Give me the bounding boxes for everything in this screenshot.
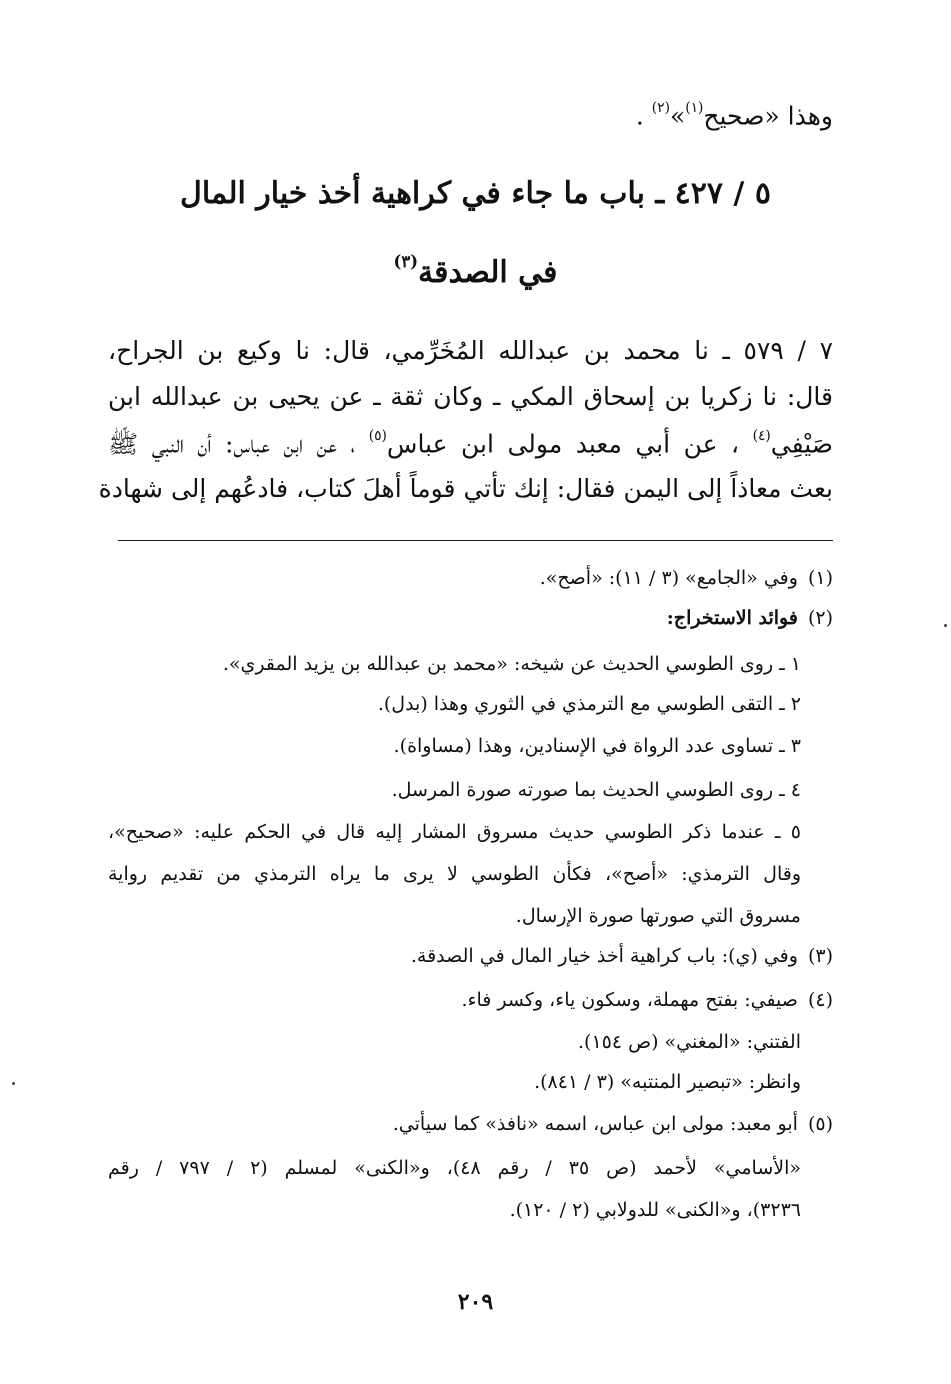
footnote-5-line-3: ٣٢٣٦)، و«الكنى» للدولابي (٢ / ١٢٠). bbox=[509, 1199, 801, 1221]
chapter-title-line2 bbox=[0, 252, 951, 290]
footnote-1-number: (١) bbox=[807, 567, 833, 589]
footnote-2-item-1: ١ ـ روى الطوسي الحديث عن شيخه: «محمد بن عبدالله بن يزيد المقري». bbox=[222, 653, 801, 675]
footnote-4-line-2: الفتني: «المغني» (ص ١٥٤). bbox=[577, 1031, 801, 1053]
footnote-ref-4: (٤) bbox=[752, 428, 771, 444]
verdict-period: . bbox=[635, 101, 652, 131]
footnote-2-number: (٢) bbox=[807, 607, 833, 629]
hadith-line-2: قال: نا زكريا بن إسحاق المكي ـ وكان ثقة ـ عن يحيى بن عبدالله ابن bbox=[108, 382, 833, 411]
footnote-5-line-2: «الأسامي» لأحمد (ص ٣٥ / رقم ٤٨)، و«الكنى» لمسلم (٢ / ٧٩٧ / رقم bbox=[108, 1157, 801, 1179]
footnote-5 bbox=[393, 1113, 833, 1135]
hadith-line-1: ٧ / ٥٧٩ ـ نا محمد بن عبدالله المُخَرِّمي، قال: نا وكيع بن الجراح، bbox=[108, 336, 833, 365]
footnote-5-text: أبو معبد: مولى ابن عباس، اسمه «نافذ» كما سيأتي. bbox=[392, 1113, 798, 1135]
footnote-5-number: (٥) bbox=[807, 1113, 833, 1135]
verdict-close-quote: » bbox=[669, 101, 686, 131]
scan-speck bbox=[12, 1082, 15, 1085]
hadith-line-4: بعث معاذاً إلى اليمن فقال: إنك تأتي قوماً أهلَ كتاب، فادعُهم إلى شهادة bbox=[98, 474, 833, 503]
footnote-ref-1: (١) bbox=[685, 100, 704, 116]
footnote-2-item-4: ٤ ـ روى الطوسي الحديث بما صورته صورة المرسل. bbox=[391, 779, 801, 801]
footnote-3-text: وفي (ي): باب كراهية أخذ خيار المال في الصدقة. bbox=[410, 945, 798, 967]
footnote-2 bbox=[667, 607, 833, 629]
footnote-separator bbox=[118, 540, 833, 541]
footnote-4-line-3: وانظر: «تبصير المنتبه» (٣ / ٨٤١). bbox=[534, 1071, 801, 1093]
footnote-ref-2: (٢) bbox=[651, 100, 670, 116]
footnote-1-text: وفي «الجامع» (٣ / ١١): «أصح». bbox=[539, 567, 798, 589]
hadith-line-3-c: ، عن ابن عباس: أن النبي ﷺ bbox=[108, 429, 369, 459]
closing-verdict-line bbox=[636, 100, 833, 130]
footnote-3 bbox=[411, 945, 833, 967]
footnote-ref-5: (٥) bbox=[368, 428, 387, 444]
chapter-title-line1: ٥ / ٤٢٧ ـ باب ما جاء في كراهية أخذ خيار المال bbox=[180, 176, 771, 211]
footnote-2-heading: فوائد الاستخراج: bbox=[666, 607, 798, 629]
page-number: ٢٠٩ bbox=[457, 1289, 494, 1315]
footnote-ref-3: (٣) bbox=[393, 252, 419, 271]
footnote-2-item-2: ٢ ـ التقى الطوسي مع الترمذي في الثوري وهذا (بدل). bbox=[377, 693, 801, 715]
footnote-2-item-3: ٣ ـ تساوى عدد الرواة في الإسنادين، وهذا (مساواة). bbox=[393, 735, 801, 757]
footnote-3-number: (٣) bbox=[807, 945, 833, 967]
hadith-line-3-b: ، عن أبي معبد مولى ابن عباس bbox=[386, 429, 753, 459]
footnote-2-item-5-line-1: ٥ ـ عندما ذكر الطوسي حديث مسروق المشار إليه قال في الحكم عليه: «صحيح»، bbox=[108, 821, 801, 843]
hadith-line-3 bbox=[108, 428, 833, 465]
footnote-4-text: صيفي: بفتح مهملة، وسكون ياء، وكسر فاء. bbox=[461, 989, 798, 1011]
footnote-4-number: (٤) bbox=[807, 989, 833, 1011]
hadith-line-3-a: صَيْفِي bbox=[770, 429, 834, 459]
footnote-4 bbox=[462, 989, 833, 1011]
footnote-2-item-5-line-2: وقال الترمذي: «أصح»، فكأن الطوسي لا يرى ما يراه الترمذي من تقديم رواية bbox=[108, 863, 801, 885]
chapter-title-line2-text: في الصدقة bbox=[418, 254, 558, 290]
verdict-text: وهذا «صحيح bbox=[703, 101, 833, 131]
footnote-1 bbox=[540, 567, 833, 589]
scan-speck bbox=[944, 624, 947, 627]
footnote-2-item-5-line-3: مسروق التي صورتها صورة الإرسال. bbox=[515, 905, 801, 927]
